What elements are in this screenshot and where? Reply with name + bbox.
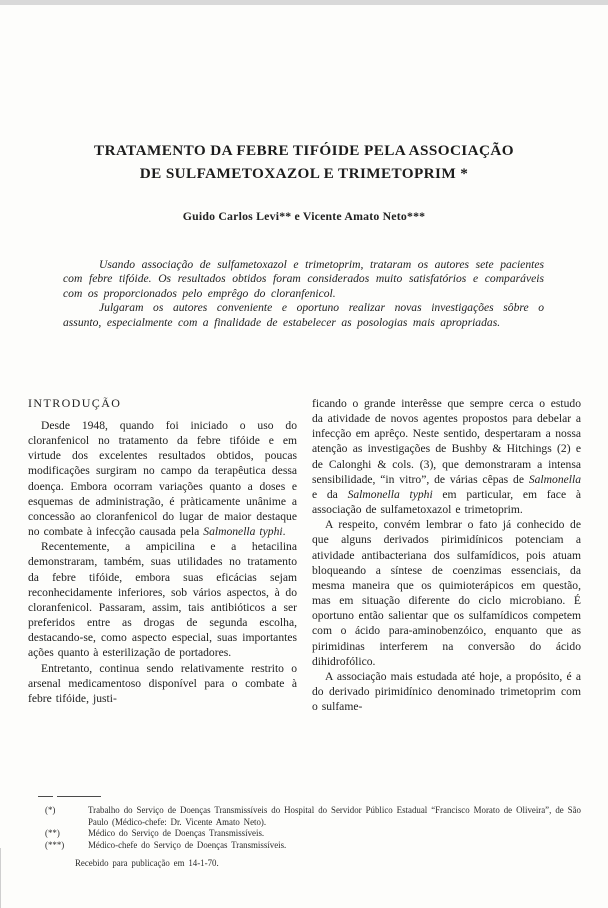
abstract-paragraph-1: Usando associação de sulfametoxazol e trimetoprim, trataram os autores sete pacientes com febre tifóide. Os resultados obtidos foram considerados muito satisfatórios e comparáveis com os proporcionados pelo emprêgo do cloranfenicol. <box>63 258 544 300</box>
article-header <box>0 139 608 224</box>
footnotes-section <box>0 796 581 870</box>
body-paragraph: A respeito, convém lembrar o fato já conhecido de que alguns derivados pirimidínicos potenciam a atividade antibacteriana dos sulfamídicos, pois atuam bloqueando a síntese de coenzimas essenciais, da mesma maneira que os quimioterápicos em questão, mas em situação diferente do ciclo microbiano. É oportuno então salientar que os sulfamídicos competem com o ácido para-aminobenzóico, enquanto que as pirimidinas interferem na conversão do ácido dihidrofólico. <box>312 518 581 668</box>
scan-edge-strip <box>0 0 608 5</box>
footnote-text: Trabalho do Serviço de Doenças Transmissíveis do Hospital do Servidor Público Estadual “Francisco Morato de Oliveira”, de São Paulo (Médico-chefe: Dr. Vicente Amato Neto). <box>88 805 581 827</box>
footnotes-list <box>45 805 581 870</box>
footnote-item <box>45 828 581 840</box>
footnote-symbol: (*) <box>45 805 56 815</box>
authors-line: Guido Carlos Levi** e Vicente Amato Neto*** <box>182 209 426 223</box>
article-title <box>0 139 608 185</box>
right-column <box>312 396 581 774</box>
two-column-body <box>28 396 581 774</box>
footnote-text: Médico do Serviço de Doenças Transmissíveis. <box>88 828 265 839</box>
footnote-rule-dash <box>38 796 53 797</box>
body-paragraph: ficando o grande interêsse que sempre cerca o estudo da atividade de novos agentes propostos para debelar a infecção em aprêço. Neste sentido, despertaram a nossa atenção as investigações de Bushby & Hitchings (2) e de Calonghi & cols. (3), que demonstraram a intensa sensibilidade, “in vitro”, de várias cêpas de Salmonella e da Salmonella typhi em particular, em face à associação de sulfametoxazol e trimetoprim. <box>312 397 581 517</box>
body-paragraph: Entretanto, continua sendo relativamente restrito o arsenal medicamentoso disponível para o combate à febre tifóide, justi- <box>28 661 297 705</box>
received-note: Recebido para publicação em 14-1-70. <box>75 857 219 868</box>
footnote-item <box>45 805 581 828</box>
left-column <box>28 396 297 774</box>
body-paragraph: Desde 1948, quando foi iniciado o uso do cloranfenicol no tratamento da febre tifóide e em virtude dos excelentes resultados obtidos, poucas modificações surgiram no campo da terapêutica dessa doença. Embora ocorram variações quanto a doses e esquemas de administração, é pràticamente unânime a concessão ao cloranfenicol do lugar de maior destaque no combate à infecção causada pela Salmonella typhi. <box>28 419 297 539</box>
abstract-paragraph-2: Julgaram os autores conveniente e oportuno realizar novas investigações sôbre o assunto, especialmente com a finalidade de estabelecer as posologias mais apropriadas. <box>63 301 544 329</box>
section-heading-introducao: INTRODUÇÃO <box>28 396 122 410</box>
footnote-symbol: (***) <box>45 840 65 851</box>
body-paragraph: Recentemente, a ampicilina e a hetacilina demonstraram, também, suas utilidades no tratamento da febre tifóide, embora suas eficácias sejam reconhecidamente inferiores, sob vários aspectos, à do cloranfenicol. Passaram, assim, tais antibióticos a ser preferidos entre as drogas de segunda escolha, destacando-se, como aspecto especial, suas importantes ações quanto à esterilização de portadores. <box>28 540 297 660</box>
body-paragraph: A associação mais estudada até hoje, a propósito, é a do derivado pirimidínico denominado trimetoprim com o sulfame- <box>312 669 581 714</box>
abstract-block <box>63 258 544 330</box>
footnote-rule <box>38 796 581 797</box>
footnote-symbol: (**) <box>45 828 60 839</box>
footnote-text: Médico-chefe do Serviço de Doenças Transmissíveis. <box>88 840 287 851</box>
title-line-1: TRATAMENTO DA FEBRE TIFÓIDE PELA ASSOCIAÇÃO <box>94 142 514 159</box>
title-line-2: DE SULFAMETOXAZOL E TRIMETOPRIM * <box>139 165 469 182</box>
footnote-item <box>45 840 581 852</box>
footnote-rule-dash <box>57 796 101 797</box>
